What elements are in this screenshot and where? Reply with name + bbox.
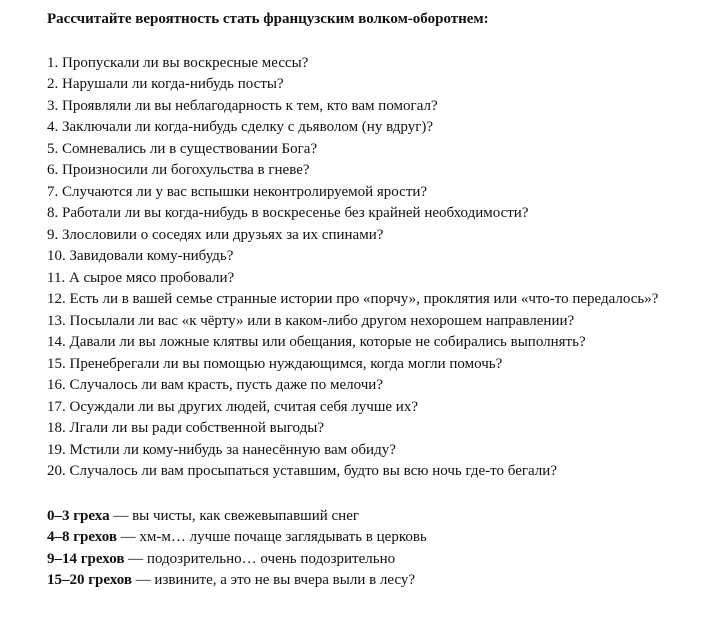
question-item: 20. Случалось ли вам просыпаться уставшим, будто вы всю ночь где-то бегали? (47, 463, 557, 479)
question-item: 9. Злословили о соседях или друзьях за их спинами? (47, 226, 384, 243)
question-item: 16. Случалось ли вам красть, пусть даже по мелочи? (47, 377, 383, 393)
question-item: 13. Посылали ли вас «к чёрту» или в каком-либо другом нехорошем направлении? (47, 312, 575, 329)
question-item: 19. Мстили ли кому-нибудь за нанесённую вам обиду? (47, 441, 396, 458)
question-item: 2. Нарушали ли когда-нибудь посты? (47, 76, 284, 92)
document (47, 9, 667, 592)
result-text: — хм-м… лучше почаще заглядывать в церковь (116, 529, 427, 545)
result-text: — подозрительно… очень подозрительно (124, 550, 396, 567)
result-label: 9–14 грехов (47, 550, 125, 567)
question-item: 18. Лгали ли вы ради собственной выгоды? (47, 420, 324, 436)
result-text: — извините, а это не вы вчера выли в лесу? (131, 572, 416, 588)
question-item: 8. Работали ли вы когда-нибудь в воскресенье без крайней необходимости? (47, 205, 529, 221)
spacer (47, 483, 667, 506)
question-item: 3. Проявляли ли вы неблагодарность к тем, кто вам помогал? (47, 97, 438, 114)
result-item (47, 549, 667, 571)
question-item: 14. Давали ли вы ложные клятвы или обещания, которые не собирались выполнять? (47, 334, 586, 350)
result-label: 4–8 грехов (47, 529, 117, 545)
question-item: 5. Сомневались ли в существовании Бога? (47, 140, 318, 157)
result-item (47, 506, 667, 528)
question-item: 7. Случаются ли у вас вспышки неконтролируемой ярости? (47, 183, 428, 200)
spacer (47, 31, 667, 53)
result-text: — вы чисты, как свежевыпавший снег (109, 507, 360, 524)
question-item: 17. Осуждали ли вы других людей, считая себя лучше их? (47, 398, 418, 415)
question-item: 4. Заключали ли когда-нибудь сделку с дьяволом (ну вдруг)? (47, 119, 434, 135)
results-list (47, 506, 667, 592)
result-item (47, 527, 667, 549)
question-item: 11. А сырое мясо пробовали? (47, 269, 235, 286)
question-item: 6. Произносили ли богохульства в гневе? (47, 162, 310, 178)
result-label: 15–20 грехов (47, 572, 132, 588)
document-title: Рассчитайте вероятность стать французским волком-оборотнем: (47, 11, 489, 27)
result-label: 0–3 греха (47, 507, 110, 524)
question-item: 15. Пренебрегали ли вы помощью нуждающимся, когда могли помочь? (47, 355, 503, 372)
result-item (47, 570, 667, 592)
question-item: 10. Завидовали кому-нибудь? (47, 248, 234, 264)
question-item: 12. Есть ли в вашей семье странные истории про «порчу», проклятия или «что-то передалось»? (47, 291, 659, 307)
question-list (47, 53, 667, 483)
question-item: 1. Пропускали ли вы воскресные мессы? (47, 54, 309, 71)
